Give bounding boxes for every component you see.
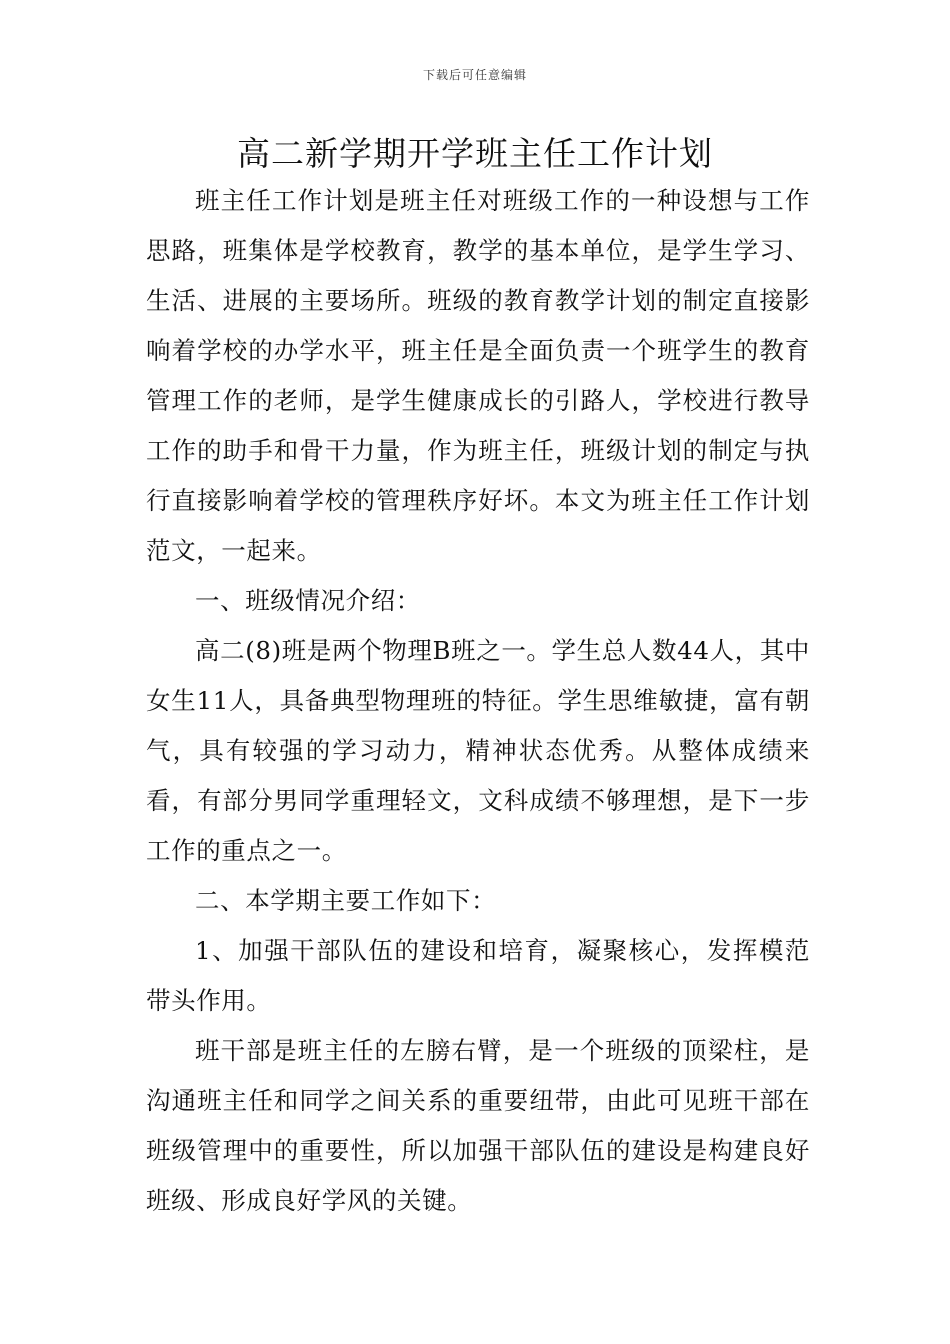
document-body xyxy=(146,176,810,1226)
document-title: 高二新学期开学班主任工作计划 xyxy=(237,134,713,173)
section-heading-main-work: 二、本学期主要工作如下： xyxy=(195,886,497,915)
paragraph-intro: 班主任工作计划是班主任对班级工作的一种设想与工作思路，班集体是学校教育，教学的基本单位，是学生学习、生活、进展的主要场所。班级的教育教学计划的制定直接影响着学校的办学水平，班主任是全面负责一个班学生的教育管理工作的老师，是学生健康成长的引路人，学校进行教导工作的助手和骨干力量，作为班主任，班级计划的制定与执行直接影响着学校的管理秩序好坏。本文为班主任工作计划范文，一起来。 xyxy=(146,186,810,565)
subheading-cadre-building: 1、加强干部队伍的建设和培育，凝聚核心，发挥模范带头作用。 xyxy=(146,936,810,1015)
paragraph-class-overview: 高二(8)班是两个物理B班之一。学生总人数44人，其中女生11人，具备典型物理班的特征。学生思维敏捷，富有朝气，具有较强的学习动力，精神状态优秀。从整体成绩来看，有部分男同学重理轻文，文科成绩不够理想，是下一步工作的重点之一。 xyxy=(146,636,810,865)
section-heading-class-overview: 一、班级情况介绍： xyxy=(195,586,421,615)
paragraph-cadre-building: 班干部是班主任的左膀右臂，是一个班级的顶梁柱，是沟通班主任和同学之间关系的重要纽带，由此可见班干部在班级管理中的重要性，所以加强干部队伍的建设是构建良好班级、形成良好学风的关键。 xyxy=(146,1036,810,1215)
page-header-note: 下载后可任意编辑 xyxy=(422,68,527,82)
